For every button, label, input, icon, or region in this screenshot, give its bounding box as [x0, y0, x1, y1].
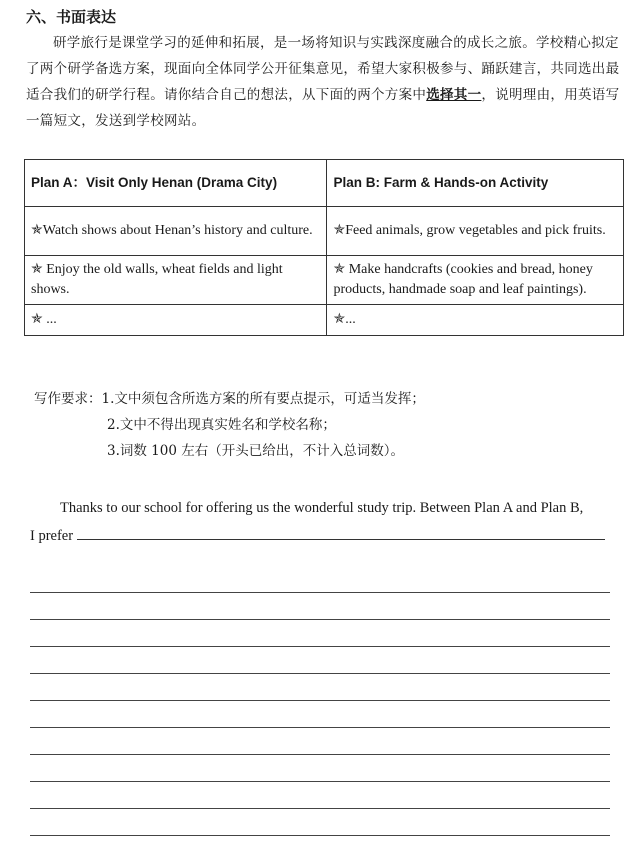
starter-prefix: I prefer: [30, 528, 74, 544]
plan-a-point: ✯ ...: [25, 305, 327, 336]
answer-line[interactable]: [30, 647, 610, 674]
answer-blank[interactable]: [77, 525, 605, 540]
table-header-row: [25, 160, 624, 207]
requirement-item: 3.词数 100 左右（开头已给出，不计入总词数）。: [107, 443, 404, 459]
writing-requirements: [34, 386, 425, 464]
table-row: [25, 305, 624, 336]
answer-line[interactable]: [30, 728, 610, 755]
answer-line[interactable]: [30, 701, 610, 728]
prompt-text-end: ，说明理由，用英语写一篇短文，发送到学校网站。: [26, 87, 620, 129]
plan-a-point: ✯ Enjoy the old walls, wheat fields and light shows.: [25, 256, 327, 305]
plan-a-header: Plan A：Visit Only Henan (Drama City): [25, 160, 327, 207]
prompt-emphasis: 选择其一: [426, 87, 482, 103]
answer-line[interactable]: [30, 566, 610, 593]
essay-starter: [30, 494, 628, 550]
table-row: [25, 256, 624, 305]
requirement-line: [34, 386, 425, 412]
answer-line[interactable]: [30, 809, 610, 836]
starter-line-2: [30, 522, 628, 550]
requirement-item: 1.文中须包含所选方案的所有要点提示，可适当发挥；: [101, 391, 425, 407]
plan-b-point: ✯ Make handcrafts (cookies and bread, honey products, handmade soap and leaf paintings).: [327, 256, 624, 305]
prompt-paragraph: [26, 30, 626, 134]
starter-line: Thanks to our school for offering us the wonderful study trip. Between Plan A and Plan B,: [60, 500, 584, 516]
answer-line[interactable]: [30, 593, 610, 620]
plan-a-point: ✯Watch shows about Henan’s history and culture.: [25, 207, 327, 256]
plans-table: [24, 159, 624, 336]
answer-line[interactable]: [30, 755, 610, 782]
prompt-text: 研学旅行是课堂学习的延伸和拓展，是一场将知识与实践深度融合的成长之旅。学校精心拟定了两个研学备选方案，现面向全体同学公开征集意见，希望大家积极参与、踊跃建言，共同选出最适合我们的研学行程。请你结合自己的想法，从下面的两个方案中: [26, 35, 620, 103]
plan-b-header: Plan B: Farm & Hands-on Activity: [327, 160, 624, 207]
answer-line[interactable]: [30, 674, 610, 701]
requirement-item: 2.文中不得出现真实姓名和学校名称；: [107, 417, 336, 433]
answer-lines: [30, 566, 610, 836]
table-row: [25, 207, 624, 256]
plan-b-point: ✯...: [327, 305, 624, 336]
section-heading: 六、书面表达: [26, 8, 117, 26]
plan-b-point: ✯Feed animals, grow vegetables and pick fruits.: [327, 207, 624, 256]
answer-line[interactable]: [30, 782, 610, 809]
requirements-label: 写作要求：: [34, 391, 102, 407]
answer-line[interactable]: [30, 620, 610, 647]
